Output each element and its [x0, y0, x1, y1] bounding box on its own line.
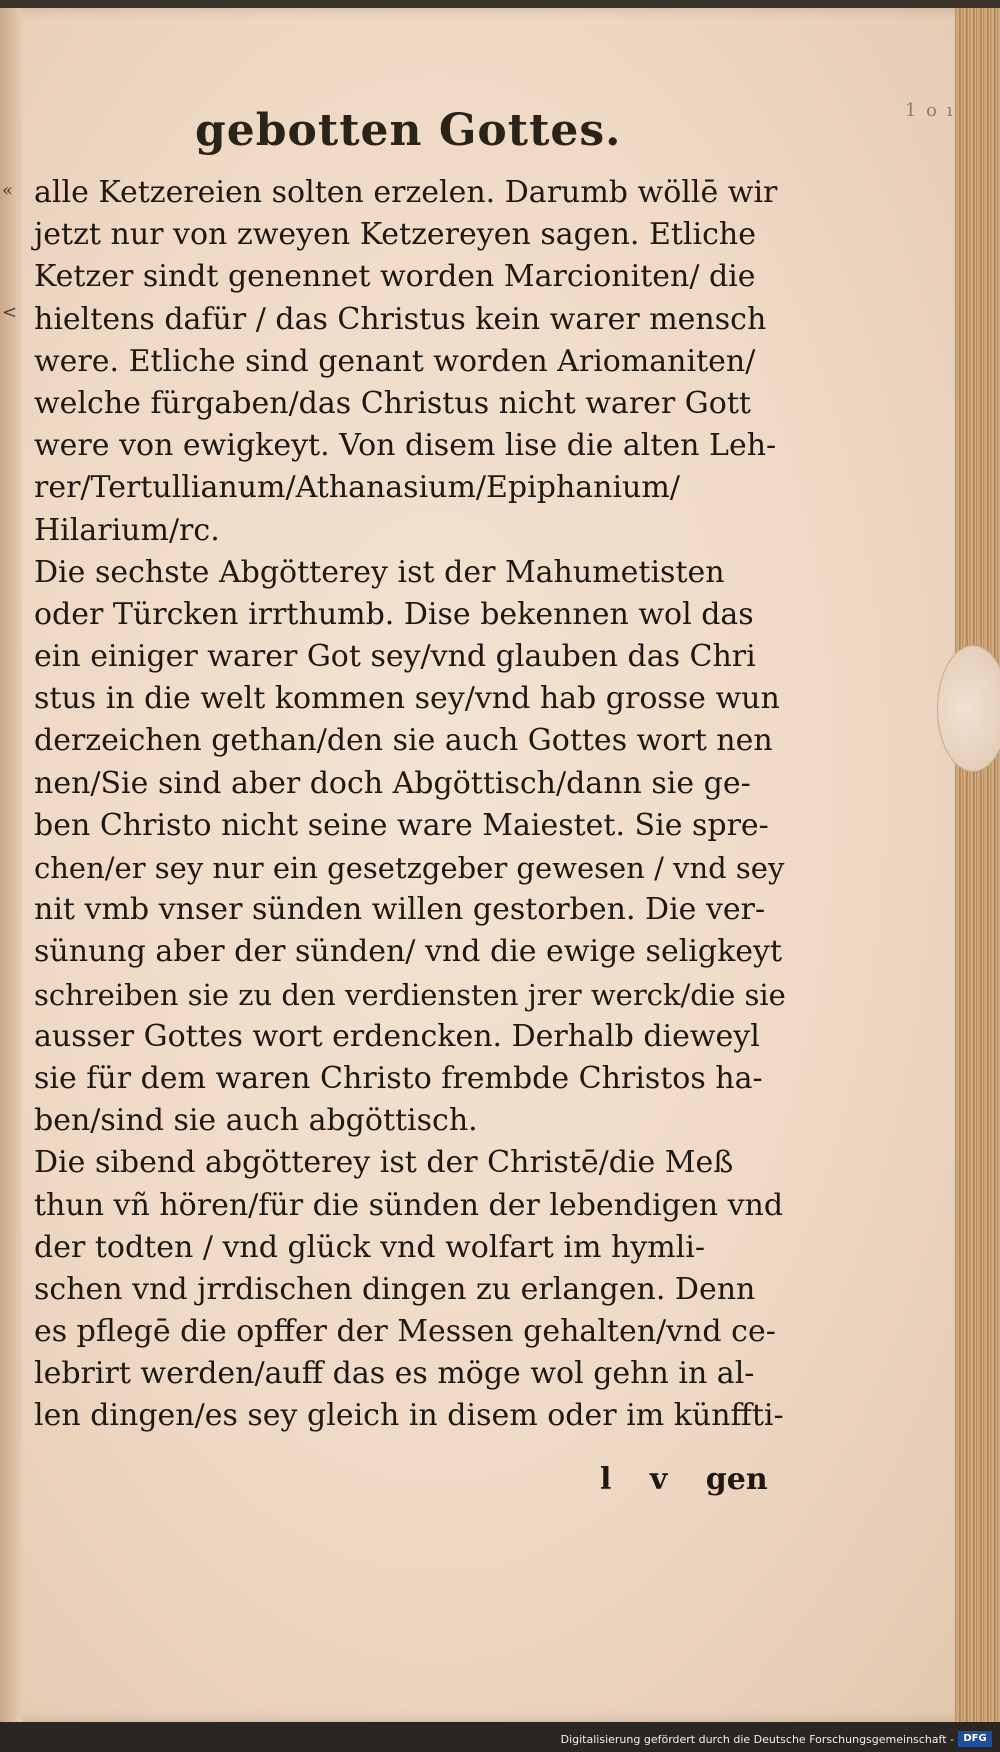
- left-margin-mark: «: [2, 180, 14, 201]
- text-line: sünung aber der sünden/ vnd die ewige seligkeyt: [34, 934, 783, 970]
- text-line: chen/er sey nur ein gesetzgeber gewesen / vnd sey: [34, 851, 785, 885]
- text-line: es pflegē die opffer der Messen gehalten/vnd ce-: [34, 1314, 776, 1350]
- text-line: lebrirt werden/auff das es möge wol gehn in al-: [34, 1356, 755, 1392]
- catchword: gen: [705, 1462, 768, 1497]
- signature-mark: l: [600, 1462, 612, 1497]
- text-line: stus in die welt kommen sey/vnd hab grosse wun: [34, 681, 780, 717]
- text-line: derzeichen gethan/den sie auch Gottes wort nen: [34, 723, 773, 759]
- signature-mark: v: [649, 1462, 668, 1497]
- text-line: hieltens dafür / das Christus kein warer mensch: [34, 301, 767, 337]
- running-head: gebotten Gottes.: [195, 105, 622, 156]
- thumb-cut: [937, 645, 1000, 772]
- text-line: der todten / vnd glück vnd wolfart im hymli-: [34, 1229, 706, 1265]
- text-line: were. Etliche sind genant worden Ariomaniten/: [34, 343, 756, 379]
- text-line: Ketzer sindt genennet worden Marcioniten/ die: [34, 259, 756, 295]
- text-line: nen/Sie sind aber doch Abgöttisch/dann sie ge-: [34, 765, 751, 801]
- text-line: nit vmb vnser sünden willen gestorben. Die ver-: [34, 892, 766, 928]
- footer-credit: Digitalisierung gefördert durch die Deutsche Forschungsgemeinschaft -: [560, 1733, 954, 1746]
- text-line: jetzt nur von zweyen Ketzereyen sagen. Etliche: [34, 217, 756, 253]
- dfg-logo: DFG: [958, 1731, 992, 1747]
- text-line: schen vnd jrrdischen dingen zu erlangen. Denn: [34, 1271, 756, 1307]
- text-line: were von ewigkeyt. Von disem lise die alten Leh-: [34, 428, 777, 464]
- text-line: Die sibend abgötterey ist der Christē/die Meß: [34, 1145, 734, 1181]
- body-text: [34, 172, 794, 1438]
- text-line: Hilarium/rc.: [34, 512, 220, 548]
- margin-mark: 1 o ı: [905, 100, 955, 121]
- text-line: ben Christo nicht seine ware Maiestet. Sie spre-: [34, 807, 769, 843]
- left-margin-mark: <: [2, 302, 18, 323]
- text-line: ben/sind sie auch abgöttisch.: [34, 1103, 478, 1139]
- signature-line: [600, 1462, 796, 1497]
- top-strip: [0, 0, 1000, 8]
- text-line: schreiben sie zu den verdiensten jrer werck/die sie: [34, 977, 786, 1012]
- text-line: alle Ketzereien solten erzelen. Darumb wöllē wir: [34, 175, 778, 210]
- page-edges: [955, 8, 1000, 1722]
- text-line: Die sechste Abgötterey ist der Mahumetisten: [34, 554, 725, 590]
- text-line: sie für dem waren Christo frembde Christos ha-: [34, 1060, 763, 1096]
- text-line: thun vñ hören/für die sünden der lebendigen vnd: [34, 1187, 784, 1223]
- text-line: oder Türcken irrthumb. Dise bekennen wol das: [34, 596, 754, 632]
- text-line: ausser Gottes wort erdencken. Derhalb dieweyl: [34, 1018, 760, 1054]
- text-line: len dingen/es sey gleich in disem oder im künffti-: [34, 1398, 784, 1434]
- page-gutter: [0, 8, 22, 1722]
- text-line: rer/Tertullianum/Athanasium/Epiphanium/: [34, 470, 680, 506]
- text-line: welche fürgaben/das Christus nicht warer Gott: [34, 385, 751, 421]
- text-line: ein einiger warer Got sey/vnd glauben das Chri: [34, 639, 756, 675]
